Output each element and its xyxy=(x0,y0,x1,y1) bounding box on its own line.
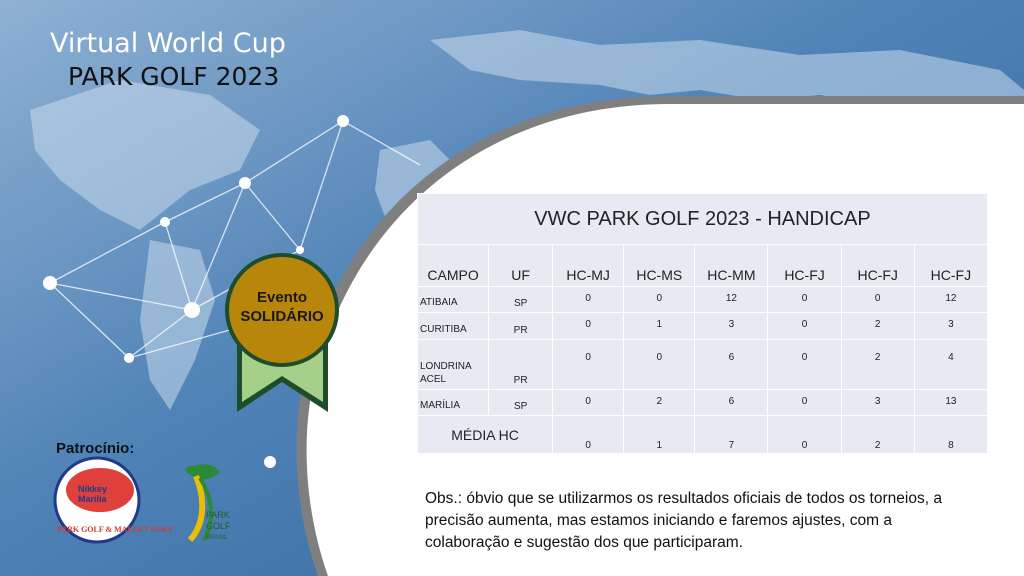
col-header-hc-fj-2: HC-FJ xyxy=(841,245,914,287)
average-cell: 0 xyxy=(768,416,841,454)
badge-line1: Evento xyxy=(256,289,307,306)
badge-line2: SOLIDÁRIO xyxy=(240,308,324,325)
value-cell: 6 xyxy=(695,390,768,416)
average-cell: 7 xyxy=(695,416,768,454)
value-cell: 1 xyxy=(624,313,695,340)
campo-cell: CURITIBA xyxy=(418,313,489,340)
col-header-hc-mj: HC-MJ xyxy=(553,245,624,287)
col-header-hc-fj-1: HC-FJ xyxy=(768,245,841,287)
park-mallet-text: PARK GOLF & MALLET GOLF xyxy=(57,525,174,534)
nikkey-text: Nikkey xyxy=(78,484,108,494)
average-cell: 2 xyxy=(841,416,914,454)
value-cell: 12 xyxy=(695,287,768,313)
uf-cell: SP xyxy=(489,390,553,416)
value-cell: 0 xyxy=(553,313,624,340)
average-label: MÉDIA HC xyxy=(418,416,553,454)
sponsors-label: Patrocínio: xyxy=(56,440,135,457)
value-cell: 0 xyxy=(768,313,841,340)
col-header-campo: CAMPO xyxy=(418,245,489,287)
col-header-uf: UF xyxy=(489,245,553,287)
value-cell: 2 xyxy=(841,340,914,390)
uf-cell: PR xyxy=(489,313,553,340)
average-cell: 1 xyxy=(624,416,695,454)
campo-cell: MARÍLIA xyxy=(418,390,489,416)
park-text: PARK xyxy=(206,510,230,520)
campo-cell: LONDRINA ACEL xyxy=(418,340,489,390)
value-cell: 0 xyxy=(768,390,841,416)
value-cell: 12 xyxy=(914,287,987,313)
uf-cell: SP xyxy=(489,287,553,313)
value-cell: 0 xyxy=(768,340,841,390)
value-cell: 3 xyxy=(695,313,768,340)
value-cell: 2 xyxy=(624,390,695,416)
campo-cell: ATIBAIA xyxy=(418,287,489,313)
value-cell: 0 xyxy=(553,287,624,313)
value-cell: 0 xyxy=(624,340,695,390)
handicap-table xyxy=(417,193,988,454)
value-cell: 0 xyxy=(553,340,624,390)
golf-text: GOLF xyxy=(206,521,231,531)
table-row xyxy=(418,313,988,340)
average-cell: 0 xyxy=(553,416,624,454)
event-subtitle: PARK GOLF 2023 xyxy=(68,62,280,91)
brasil-text: BRASIL xyxy=(206,535,228,541)
col-header-hc-mm: HC-MM xyxy=(695,245,768,287)
table-header-row xyxy=(418,245,988,287)
col-header-hc-ms: HC-MS xyxy=(624,245,695,287)
value-cell: 3 xyxy=(914,313,987,340)
table-row xyxy=(418,390,988,416)
value-cell: 2 xyxy=(841,313,914,340)
value-cell: 0 xyxy=(624,287,695,313)
average-cell: 8 xyxy=(914,416,987,454)
marilia-text: Marília xyxy=(78,494,107,504)
value-cell: 0 xyxy=(553,390,624,416)
value-cell: 3 xyxy=(841,390,914,416)
value-cell: 13 xyxy=(914,390,987,416)
value-cell: 4 xyxy=(914,340,987,390)
value-cell: 0 xyxy=(841,287,914,313)
table-row xyxy=(418,287,988,313)
uf-cell: PR xyxy=(489,340,553,390)
value-cell: 6 xyxy=(695,340,768,390)
average-row xyxy=(418,416,988,454)
event-title: Virtual World Cup xyxy=(50,28,286,59)
solidario-badge xyxy=(232,288,332,326)
col-header-hc-fj-3: HC-FJ xyxy=(914,245,987,287)
table-caption: VWC PARK GOLF 2023 - HANDICAP xyxy=(418,194,988,245)
observation-note: Obs.: óbvio que se utilizarmos os resultados oficiais de todos os torneios, a precisão aumenta, mas estamos iniciando e faremos ajustes, com a colaboração e sugestão dos que participaram. xyxy=(425,490,942,551)
value-cell: 0 xyxy=(768,287,841,313)
table-row xyxy=(418,340,988,390)
